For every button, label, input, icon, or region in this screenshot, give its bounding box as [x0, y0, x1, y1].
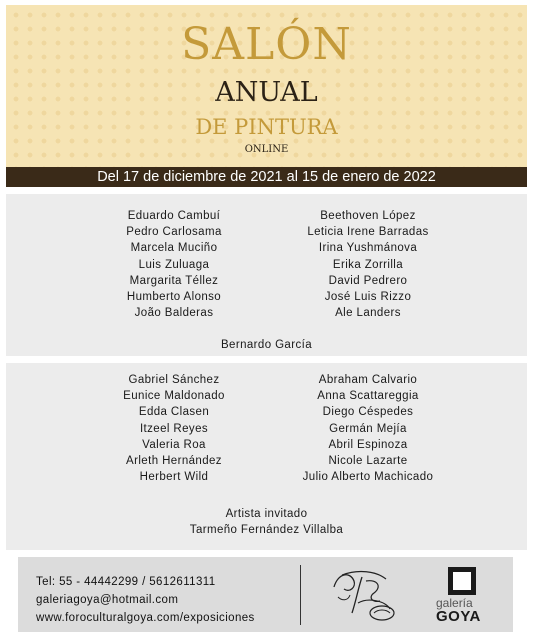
artist-name: Erika Zorrilla	[332, 258, 404, 271]
guest-artist-label: Artista invitado	[225, 508, 308, 520]
title-salon: SALÓN	[181, 19, 352, 70]
artist-name: Eunice Maldonado	[123, 390, 225, 403]
artist-name: Eduardo Cambuí	[127, 210, 221, 222]
footer-divider	[300, 565, 301, 625]
artist-name: Herbert Wild	[139, 471, 209, 484]
signature-logo-icon	[328, 567, 398, 623]
artist-name: Abraham Calvario	[318, 374, 418, 386]
artist-name: Arleth Hernández	[126, 454, 222, 467]
featured-artist: Bernardo García	[220, 339, 312, 351]
contact-footer	[18, 557, 513, 632]
artist-name: Abril Espinoza	[328, 438, 408, 451]
artist-name: Edda Clasen	[138, 406, 210, 419]
artist-name: Diego Céspedes	[322, 406, 414, 419]
artist-name: Ale Landers	[335, 307, 401, 320]
artist-name: Nicole Lazarte	[328, 454, 408, 467]
artist-name: David Pedrero	[328, 274, 408, 287]
title-online: ONLINE	[244, 144, 289, 155]
artist-list-right	[258, 208, 478, 321]
artist-name: Luis Zuluaga	[138, 258, 210, 271]
artist-name: José Luis Rizzo	[324, 290, 412, 303]
artist-name: João Balderas	[134, 307, 214, 320]
logo-galeria-text: galería	[436, 596, 473, 610]
artist-list-right	[258, 372, 478, 485]
artist-name: Germán Mejía	[329, 422, 407, 435]
galeria-goya-logo-icon	[436, 567, 496, 627]
header-banner	[6, 5, 527, 167]
title-de-pintura: DE PINTURA	[195, 115, 338, 139]
artist-name: Humberto Alonso	[126, 290, 222, 303]
artist-name: Julio Alberto Machicado	[302, 471, 434, 484]
artist-name: Gabriel Sánchez	[128, 374, 220, 386]
artists-panel-1	[6, 194, 527, 356]
artist-name: Marcela Muciño	[130, 242, 218, 255]
logo-goya-text: GOYA	[436, 608, 481, 625]
artist-name: Anna Scattareggia	[317, 390, 419, 403]
exhibition-dates: Del 17 de diciembre de 2021 al 15 de enero de 2022	[6, 167, 527, 187]
artist-list-left	[64, 208, 284, 321]
artist-name: Itzeel Reyes	[139, 422, 209, 435]
artist-list-left	[64, 372, 284, 485]
phone-number: Tel: 55 - 44442299 / 5612611311	[36, 576, 216, 588]
goya-square-mark	[448, 567, 476, 595]
artist-name: Valeria Roa	[142, 438, 206, 451]
email-address: galeriagoya@hotmail.com	[36, 594, 179, 606]
artist-name: Irina Yushmánova	[318, 242, 418, 255]
artists-panel-2	[6, 363, 527, 550]
contact-info	[36, 573, 255, 627]
artist-name: Margarita Téllez	[129, 274, 219, 287]
artist-name: Beethoven López	[320, 210, 416, 222]
website-link: www.foroculturalgoya.com/exposiciones	[36, 612, 255, 624]
guest-artist-name: Tarmeño Fernández Villalba	[189, 524, 344, 536]
title-anual: ANUAL	[215, 77, 318, 108]
artist-name: Leticia Irene Barradas	[307, 226, 429, 239]
artist-name: Pedro Carlosama	[126, 226, 222, 239]
